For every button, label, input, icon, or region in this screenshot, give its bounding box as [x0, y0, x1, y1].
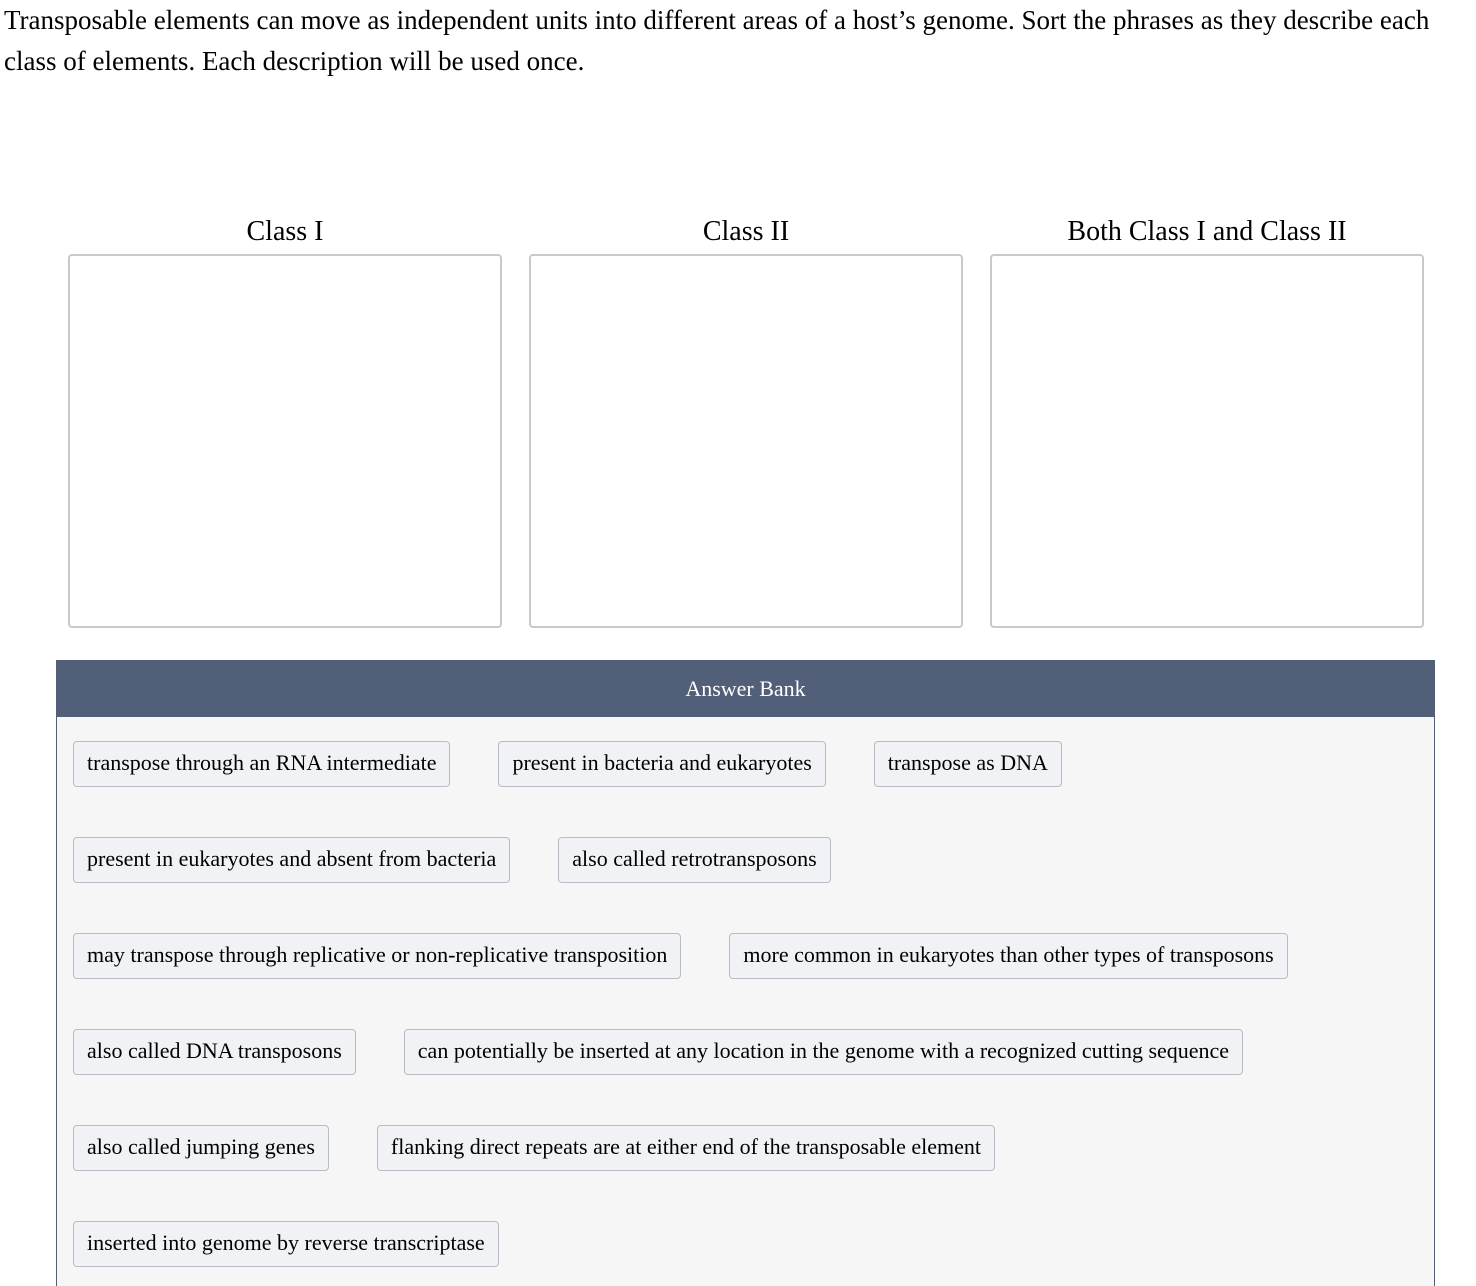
answer-chip[interactable]: more common in eukaryotes than other types of transposons [729, 933, 1287, 979]
bin-title: Class II [702, 216, 790, 247]
answer-chip[interactable]: present in bacteria and eukaryotes [498, 741, 825, 787]
answer-chip[interactable]: inserted into genome by reverse transcriptase [73, 1221, 499, 1267]
answer-row [73, 837, 1434, 885]
bin-drop-zone[interactable] [68, 254, 502, 628]
bin-class-i [68, 212, 502, 628]
answer-chip[interactable]: may transpose through replicative or non-replicative transposition [73, 933, 681, 979]
bin-drop-zone[interactable] [529, 254, 963, 628]
answer-bank-header: Answer Bank [57, 661, 1434, 717]
answer-bank-body [57, 717, 1434, 1269]
answer-chip[interactable]: also called DNA transposons [73, 1029, 356, 1075]
answer-chip[interactable]: also called retrotransposons [558, 837, 830, 883]
question-prompt: Transposable elements can move as independent units into different areas of a host’s genome. Sort the phrases as they describe each class of elements. Each description will be used once. [4, 5, 1430, 76]
answer-row [73, 933, 1434, 981]
answer-chip[interactable]: also called jumping genes [73, 1125, 329, 1171]
answer-chip[interactable]: flanking direct repeats are at either end of the transposable element [377, 1125, 995, 1171]
answer-chip[interactable]: transpose through an RNA intermediate [73, 741, 450, 787]
bin-drop-zone[interactable] [990, 254, 1424, 628]
answer-chip[interactable]: present in eukaryotes and absent from bacteria [73, 837, 510, 883]
bin-title: Both Class I and Class II [1067, 216, 1347, 247]
bins-container [68, 212, 1424, 628]
answer-row [73, 1221, 1434, 1269]
bin-title: Class I [246, 216, 324, 247]
answer-chip[interactable]: can potentially be inserted at any location in the genome with a recognized cutting sequence [404, 1029, 1243, 1075]
answer-chip[interactable]: transpose as DNA [874, 741, 1062, 787]
answer-bank [56, 660, 1435, 1286]
answer-row [73, 1125, 1434, 1173]
answer-row [73, 741, 1434, 789]
bin-class-ii [529, 212, 963, 628]
answer-row [73, 1029, 1434, 1077]
bin-both-classes [990, 212, 1424, 628]
